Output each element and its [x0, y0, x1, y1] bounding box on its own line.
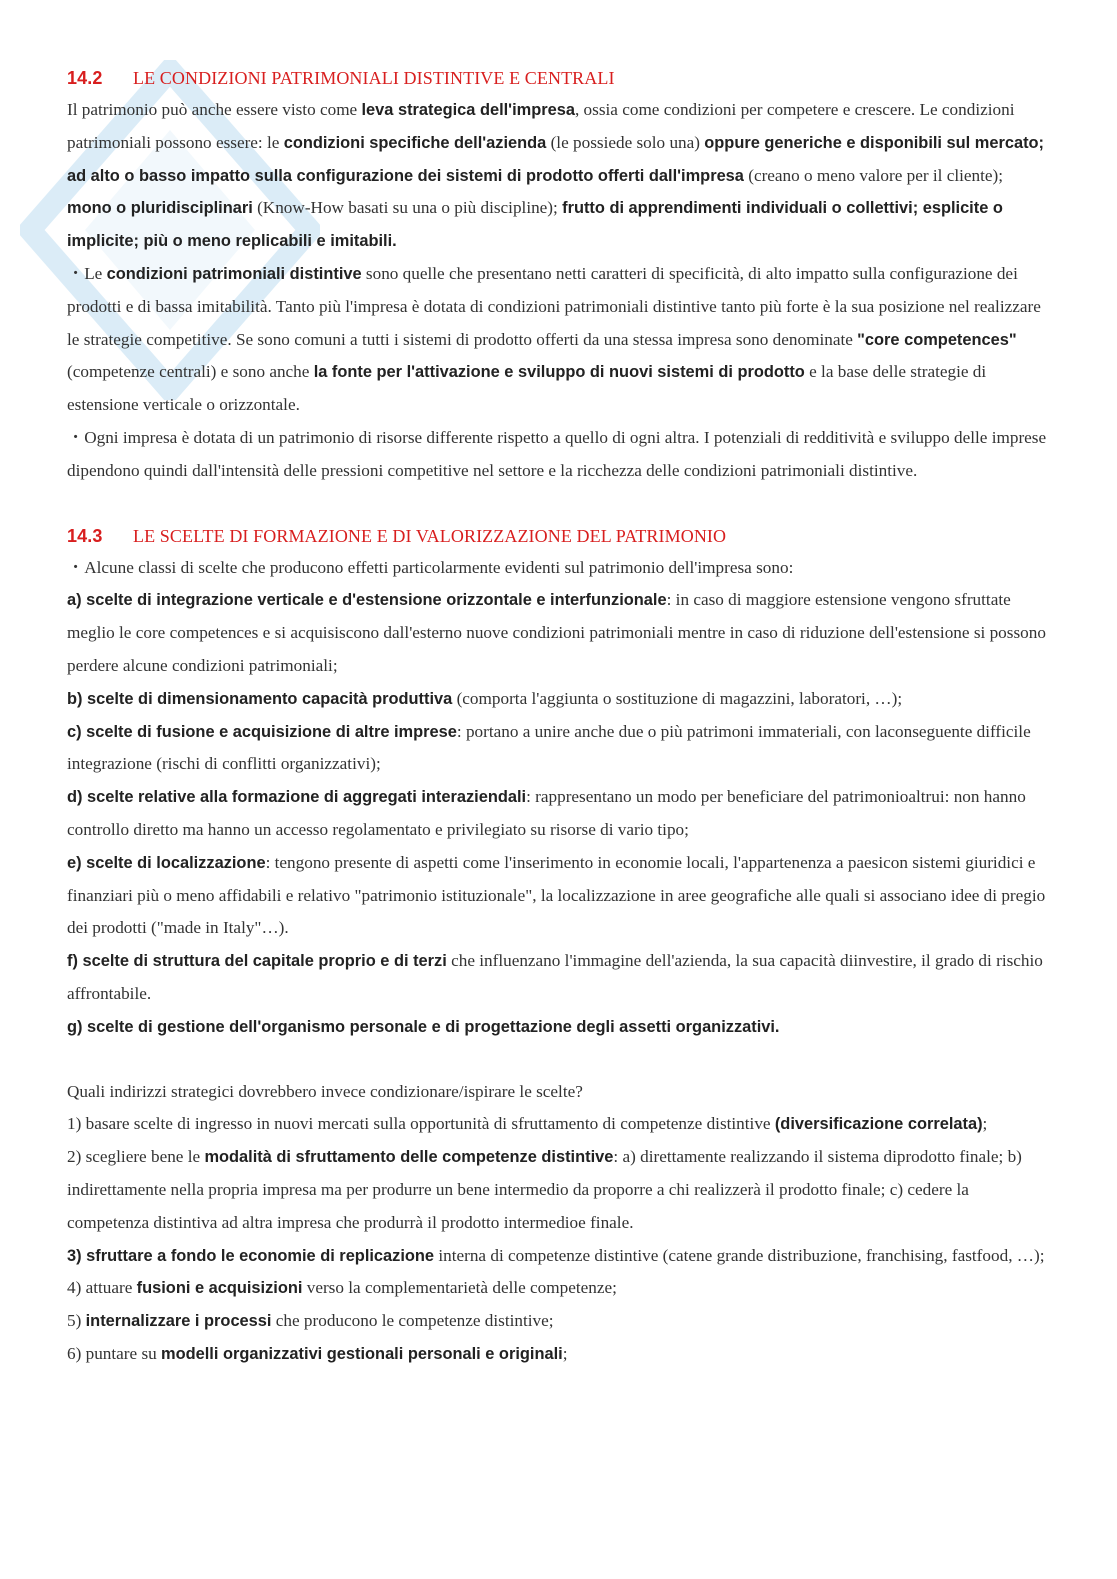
list-item-6: 6) puntare su modelli organizzativi gestionali personali e originali; — [67, 1343, 568, 1363]
paragraph-ogni-impresa: ・Ogni impresa è dotata di un patrimonio di risorse differente rispetto a quello di ogni altra. I potenziali di redditività e sviluppo delle imprese dipendono quindi dall'intensità delle pressioni competitive nel settore e la ricchezza delle condizioni patrimoniali distintive. — [67, 427, 1047, 480]
list-item-f: f) scelte di struttura del capitale proprio e di terzi che influenzano l'immagine dell'azienda, la sua capacità diinvestire, il grado di rischio affrontabile. — [67, 951, 1043, 1003]
list-item-3: 3) sfruttare a fondo le economie di replicazione interna di competenze distintive (catene grande distribuzione, franchising, fastfood, …); — [67, 1245, 1045, 1265]
section-heading-14-2 — [67, 62, 1047, 94]
section-number: 14.2 — [67, 68, 103, 88]
paragraph-patrimonio: Il patrimonio può anche essere visto come leva strategica dell'impresa, ossia come condizioni per competere e crescere. Le condizioni patrimoniali possono essere: le condizioni specifiche dell'azienda (le possiede solo una) oppure generiche e disponibili sul mercato; ad alto o basso impatto sulla configurazione dei sistemi di prodotto offerti dall'impresa (creano o meno valore per il cliente); mono o pluridisciplinari (Know-How basati su una o più discipline); frutto di apprendimenti individuali o collettivi; esplicite o implicite; più o meno replicabili e imitabili. — [67, 100, 1044, 251]
paragraph-intro-scelte: ・Alcune classi di scelte che producono effetti particolarmente evidenti sul patrimonio dell'impresa sono: — [67, 557, 794, 577]
section-title: LE CONDIZIONI PATRIMONIALI DISTINTIVE E CENTRALI — [133, 68, 615, 88]
list-item-a: a) scelte di integrazione verticale e d'estensione orizzontale e interfunzionale: in caso di maggiore estensione vengono sfruttate meglio le core competences e si acquisiscono dall'esterno nuove condizioni patrimoniali mentre in caso di riduzione dell'estensione si possono perdere alcune condizioni patrimoniali; — [67, 590, 1046, 675]
question-indirizzi: Quali indirizzi strategici dovrebbero invece condizionare/ispirare le scelte? — [67, 1081, 583, 1101]
list-item-4: 4) attuare fusioni e acquisizioni verso la complementarietà delle competenze; — [67, 1278, 617, 1298]
section-heading-14-3 — [67, 520, 1047, 552]
list-item-c: c) scelte di fusione e acquisizione di altre imprese: portano a unire anche due o più patrimoni immateriali, con laconseguente difficile integrazione (rischi di conflitti organizzativi); — [67, 721, 1031, 774]
list-item-1: 1) basare scelte di ingresso in nuovi mercati sulla opportunità di sfruttamento di competenze distintive (diversificazione correlata); — [67, 1114, 988, 1134]
list-item-2: 2) scegliere bene le modalità di sfruttamento delle competenze distintive: a) direttamente realizzando il sistema diprodotto finale; b) indirettamente nella propria impresa ma per produrre un bene intermedio da proporre a chi realizzerà il prodotto finale; c) cedere la competenza distintiva ad altra impresa che produrrà il prodotto intermedioe finale. — [67, 1147, 1022, 1232]
section-number: 14.3 — [67, 525, 103, 546]
paragraph-condizioni-distintive: ・Le condizioni patrimoniali distintive sono quelle che presentano netti caratteri di specificità, di alto impatto sulla configurazione dei prodotti e di bassa imitabilità. Tanto più l'impresa è dotata di condizioni patrimoniali distintive tanto più forte è la sua posizione nel realizzare le strategie competitive. Se sono comuni a tutti i sistemi di prodotto offerti da una stessa impresa sono denominate "core competences" (competenze centrali) e sono anche la fonte per l'attivazione e sviluppo di nuovi sistemi di prodotto e la base delle strategie di estensione verticale o orizzontale. — [67, 263, 1041, 415]
list-item-d: d) scelte relative alla formazione di aggregati interaziendali: rappresentano un modo per beneficiare del patrimonioaltrui: non hanno controllo diretto ma hanno un accesso regolamentato e privilegiato su risorse di vario tipo; — [67, 787, 1026, 839]
section-title: LE SCELTE DI FORMAZIONE E DI VALORIZZAZIONE DEL PATRIMONIO — [133, 525, 727, 546]
list-item-5: 5) internalizzare i processi che producono le competenze distintive; — [67, 1311, 554, 1331]
list-item-e: e) scelte di localizzazione: tengono presente di aspetti come l'inserimento in economie locali, l'appartenenza a paesicon sistemi giuridici e finanziari più o meno affidabili e relativo "patrimonio istituzionale", la localizzazione in aree geografiche alle quali si associano idee di pregio dei prodotti ("made in Italy"…). — [67, 852, 1046, 938]
list-item-b: b) scelte di dimensionamento capacità produttiva (comporta l'aggiunta o sostituzione di magazzini, laboratori, …); — [67, 688, 903, 708]
list-item-g: g) scelte di gestione dell'organismo personale e di progettazione degli assetti organizzativi. — [67, 1017, 780, 1036]
document-page — [67, 62, 1047, 1371]
